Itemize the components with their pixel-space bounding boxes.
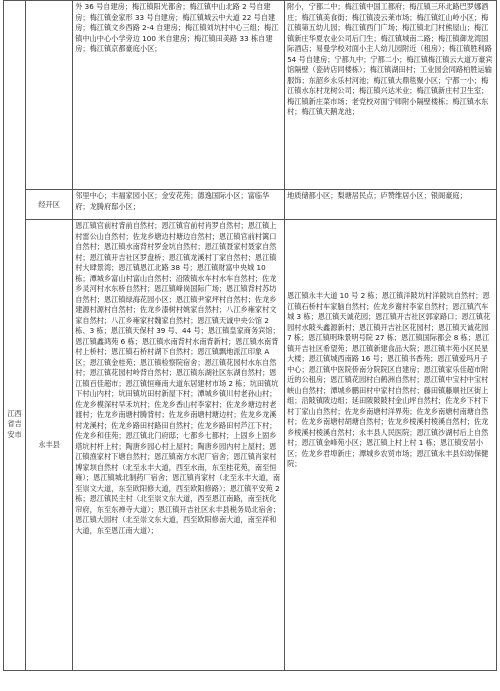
table-row [4, 190, 497, 220]
province-city-cell [4, 1, 26, 671]
table-row [4, 1, 497, 190]
county-label: 永丰县 [38, 439, 60, 449]
address-list-cell: 外 36 号自建房；梅江镇阳光都舍；梅江镇中山北路 2 号自建房；梅江镇金家形 33 号自建房；梅江镇城云中大道 22 号自建房；梅江镇文乡西路 2-4 自建房；梅江镇刘坑村中心三组；梅江镇中山中心小学旁边 100 米自建房；梅江镇田美路 33 栋自建房；梅江镇京都豪庭小区； [73, 1, 285, 190]
address-table [3, 0, 497, 671]
address-list-cell: 邻里中心；丰福家园小区；金安花苑；德逸国际小区；富临华府；龙腾府邸小区； [73, 190, 285, 220]
table-row [4, 220, 497, 671]
county-label: 经开区 [38, 200, 60, 210]
address-list-cell: 附小，宁都二中；梅江镇中国工都府；梅江镇三环北路巴罗娜酒庄；梅江镇美食街；梅江镇凌云莱市场；梅江镇红山岭小区；梅江镇第五幼儿园；梅江镇西门广场；梅江镇北门村熊屋山；梅江镇新庄华夏农业公司后门生；梅江镇城南二路；梅江镇御龙湾国际酒店；易曼学校对面小主人幼儿园附近（租房）；梅江镇胜利路 54 号自建房；宁都九中；宁都二小；梅江镇梅江镇云大道万豪宾馆隔壁（瓷砖店同楼栋）；梅江镇湖田村；工业园会同路柏胜运输服饰；东韶乡永乐村河池；梅江镇大鼎毯聚小区；宁都一小；梅江镇水东村龙树公司；梅江镇兴达米业；梅江镇新庄村卫生室；梅江镇新庄菜市场；老党校对面宁师附小隔壁楼栋；梅江镇水东村；梅江镇天鹅龙池； [285, 1, 497, 190]
address-list-cell: 地质储都小区；梨塘居民点；庐赞维居小区；银阁豪庭； [285, 190, 497, 220]
address-list-cell [285, 220, 497, 671]
county-cell [26, 220, 73, 671]
county-cell [26, 1, 73, 190]
county-cell [26, 190, 73, 220]
address-list-text: 恩江镇永丰大道 10 号 2 栋；恩江镇洋陂坑村洋陂坑自然村；恩江镇石桥村车家脑自然村；佐龙乡谢村李家自然村；恩江镇汽车城 3 栋；恩江镇天诚花园；恩江镇开吉社区郭家路口；恩江镇花园村水陂头鑫源新村；恩江镇开吉社区花园村；恩江镇天诚花园 7 栋；恩江镇明珠景明号院 27 栋；恩江镇国际都会 8 栋；恩江镇开吉社区希望苑；恩江镇新建食品大院；恩江镇丰苑小区民星大楼；恩江镇城西南路 16 号；恩江镇书香苑；恩江镇爱玛月子中心；恩江镇中医院侨南分院院区自建房；恩江镇家乐佳超市附近的公租房；恩江镇花园村白鹤洲自然村；恩江镇中宝村中宝村峡山自然村；潭城乡鹏田村中家村自然村；藤田镇藤顺社区街上组；沿陂镇陂边组；延田陂陂陂村金山坪自然村；佐龙乡下村下村丁家山自然村；佐龙乡南塘村洋界苑；佐龙乡南塘村南塘自然村；佐龙乡南塘村胡塘自然村；佐龙乡棱溪村棱溪自然村；佐龙乡棱溪村棱溪自然村；永丰县人民医院；恩江镇沙湖村后上自然村；恩江镇金峰苑小区；恩江镇上村上村 1 栋；恩江镇安居小区；佐龙乡君埠新庄；潭城乡农贸市场；恩江镇永丰县妇幼保健院； [287, 291, 491, 468]
province-city-label: 江西省吉安市 [7, 408, 22, 439]
address-list-cell: 恩江镇官前村背前自然村；恩江镇官前村肖罗自然村；恩江镇上村雷公山自然村；佐龙乡塘边村塘边自然村；恩江镇官前村篱口自然村；恩江镇水南背村罗金坑自然村；恩江镇聂家村聂家自然村；恩江镇开吉社区罗盘桥；恩江镇龙溪村丁家自然村；恩江镇村大肆景湾；恩江镇恩江北路 38 号；恩江镇财富中央城 10 栋；潭城乡富山村富山自然村；沿陂镇水车村水车自然村；佐龙乡灵河村水东桥自然村；恩江镇峰岗国际广场；恩江镇背村苏坊自然村；恩江镇绿海花园小区；恩江镇尹家坪村自然村；佐龙乡建源村源村自然村；佐龙乡漆树村姚家自然村；八江乡雍家村文家自然村；八江乡雍家村魏家自然村；恩江镇天诚中央公馆 2 栋、3 栋；恩江镇天保村 39 号、44 号；恩江镇皇家商务宾馆；恩江镇鑫鸿苑 6 栋；恩江镇水南背村水南背新村；恩江镇水南背村上桥村；恩江镇石桥村湖下自然村；恩江镇飘地派江印象 A 区；恩江镇金桂苑；恩江镇检察院宿舍；恩江镇花园村水东自然村；恩江镇花园村岭背自然村；恩江镇东湖社区东湖自然村；恩江镇百佳超市；恩江镇恒雍南大道东居建材市场 2 栋；坑田镇坑下村山内村；坑田镇坑田村新屋下村；潭城乡镇川村老孙山村；佐龙乡模深村早禾坑村；佐龙乡香山村李家村；佐龙乡塘边村老渡村；佐龙乡南塘村腾背村；佐龙乡南塘村塘边村；佐龙乡龙溪村龙溪村；佐龙乡路田村路田自然村；佐龙乡路田村芦江下村；佐龙乡和佳苑；恩江镇北门府邸；七都乡七都村；上固乡上固乡塔坑村杆上村；陶唐乡园心村上屋村；陶唐乡园内村上屋村；恩江镇渔家村下塘自然村；恩江镇南方水泥厂宿舍；恩江镇肖家村博家坝自然村（北至永丰大道，西至水南，东至桂花苑，南至恒雍）；恩江镇城北制药厂宿舍；恩江镇肖家村（北至永丰大道，南至崇文大道，东至欧阳修大道，西至欧阳修路）；恩江镇平安苑 2 栋；恩江镇民主村（北至崇文东大道，西至恩江南路，南至抚化帘府，东至东禅寺大道）；恩江镇开吉社区永丰县税务局北宿舍；恩江镇大园村（北至崇文东大道，西至欧阳修南大道，南至祥和大道，东至恩江南大道）； [73, 220, 285, 671]
